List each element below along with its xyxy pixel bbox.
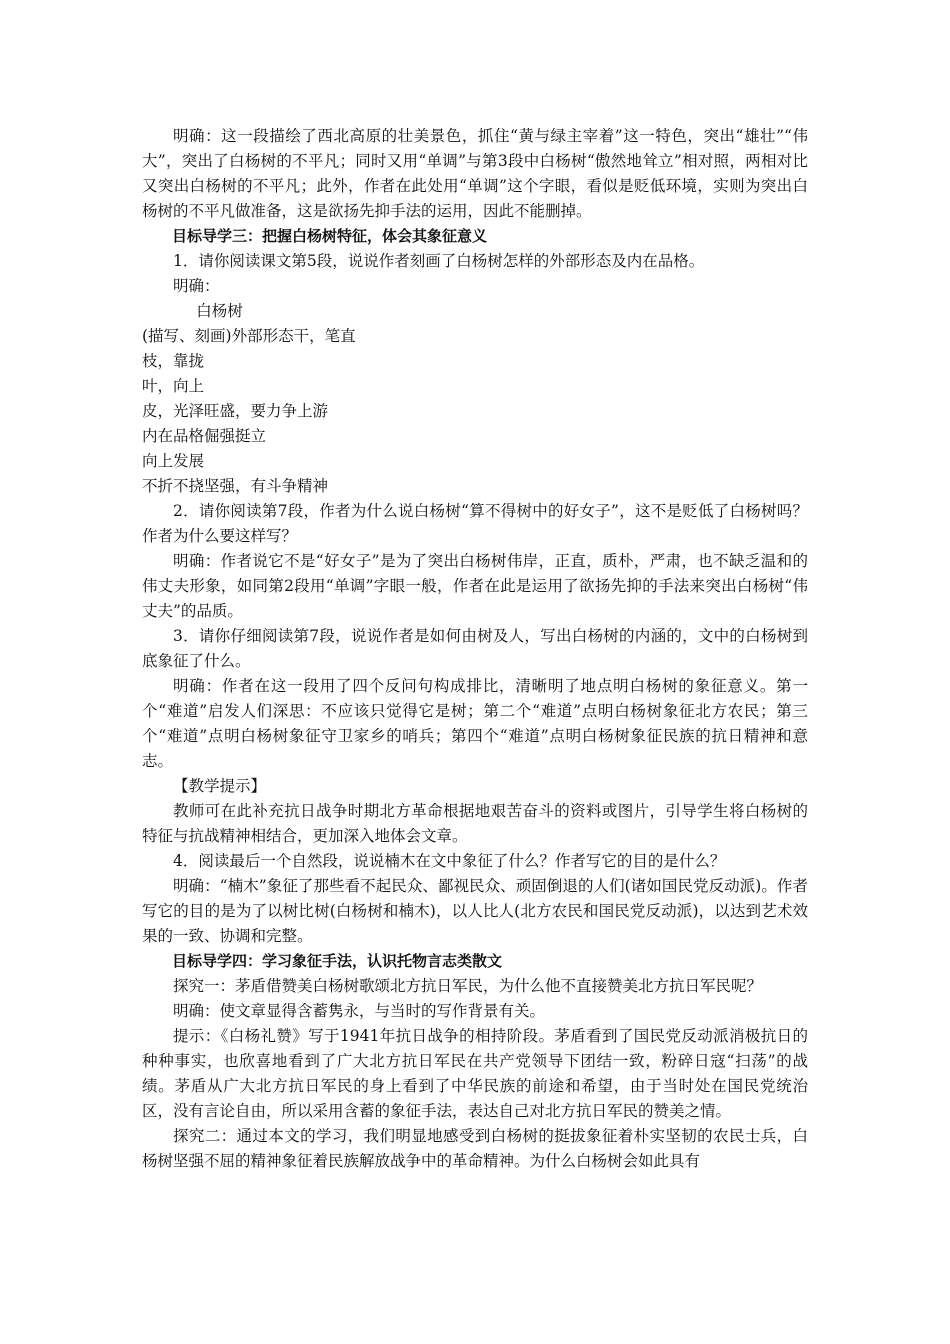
answer-2: 明确：作者说它不是“好女子”是为了突出白杨树伟岸，正直，质朴，严肃，也不缺乏温和的伟丈夫形象，如同第2段用“单调”字眼一般，作者在此是运用了欲扬先抑的手法来突出白杨树“伟丈夫”的品质。	[142, 552, 808, 620]
question-2: 2．请你阅读第7段，作者为什么说白杨树“算不得树中的好女子”，这不是贬低了白杨树吗？作者为什么要这样写？	[142, 502, 808, 545]
question-1: 1．请你阅读课文第5段，说说作者刻画了白杨树怎样的外部形态及内在品格。	[173, 252, 705, 270]
chart-line: 枝，靠拢	[142, 352, 205, 370]
exploration-1-hint: 提示：《白杨礼赞》写于1941年抗日战争的相持阶段。茅盾看到了国民党反动派消极抗日的种种事实，也欣喜地看到了广大北方抗日军民在共产党领导下团结一致，粉碎日寇“扫荡”的战绩。茅盾从广大北方抗日军民的身上看到了中华民族的前途和希望，由于当时处在国民党统治区，没有言论自由，所以采用含蓄的象征手法，表达自己对北方抗日军民的赞美之情。	[142, 1027, 808, 1120]
chart-line: 叶，向上	[142, 377, 205, 395]
paragraph-explanation-1: 明确：这一段描绘了西北高原的壮美景色，抓住“黄与绿主宰着”这一特色，突出“雄壮”“伟大”，突出了白杨树的不平凡；同时又用“单调”与第3段中白杨树“傲然地耸立”相对照，两相对比又突出白杨树的不平凡；此外，作者在此处用“单调”这个字眼，看似是贬低环境，实则为突出白杨树的不平凡做准备，这是欲扬先抑手法的运用，因此不能删掉。	[142, 127, 808, 220]
question-3: 3．请你仔细阅读第7段，说说作者是如何由树及人，写出白杨树的内涵的，文中的白杨树到底象征了什么。	[142, 627, 808, 670]
chart-line: 不折不挠坚强，有斗争精神	[142, 477, 329, 495]
exploration-1-answer: 明确：使文章显得含蓄隽永，与当时的写作背景有关。	[173, 1002, 546, 1020]
question-4: 4．阅读最后一个自然段，说说楠木在文中象征了什么？作者写它的目的是什么？	[173, 852, 726, 870]
exploration-2: 探究二：通过本文的学习，我们明显地感受到白杨树的挺拔象征着朴实坚韧的农民士兵，白杨树坚强不屈的精神象征着民族解放战争中的革命精神。为什么白杨树会如此具有	[142, 1127, 808, 1170]
chart-line: (描写、刻画)外部形态干，笔直	[142, 327, 356, 345]
chart-line: 白杨树	[196, 302, 243, 320]
exploration-1: 探究一：茅盾借赞美白杨树歌颂北方抗日军民，为什么他不直接赞美北方抗日军民呢？	[173, 977, 763, 995]
answer-3: 明确：作者在这一段用了四个反问句构成排比，清晰明了地点明白杨树的象征意义。第一个“难道”启发人们深思：不应该只觉得它是树；第二个“难道”点明白杨树象征北方农民；第三个“难道”点明白杨树象征守卫家乡的哨兵；第四个“难道”点明白杨树象征民族的抗日精神和意志。	[142, 677, 808, 770]
section-heading-3: 目标导学三：把握白杨树特征，体会其象征意义	[172, 227, 488, 245]
chart-line: 内在品格倔强挺立	[142, 427, 267, 445]
teaching-tip-label: 【教学提示】	[173, 777, 267, 795]
answer-4: 明确：“楠木”象征了那些看不起民众、鄙视民众、顽固倒退的人们(诸如国民党反动派)。作者写它的目的是为了以树比树(白杨树和楠木)，以人比人(北方农民和国民党反动派)，以达到艺术效果的一致、协调和完整。	[142, 877, 808, 945]
answer-1-label: 明确：	[173, 277, 220, 295]
chart-line: 向上发展	[142, 452, 205, 470]
structure-chart	[142, 299, 808, 499]
section-heading-4: 目标导学四：学习象征手法，认识托物言志类散文	[172, 952, 503, 970]
teaching-tip: 教师可在此补充抗日战争时期北方革命根据地艰苦奋斗的资料或图片，引导学生将白杨树的特征与抗战精神相结合，更加深入地体会文章。	[142, 802, 808, 845]
chart-line: 皮，光泽旺盛，要力争上游	[142, 402, 329, 420]
document-page	[142, 124, 808, 1174]
